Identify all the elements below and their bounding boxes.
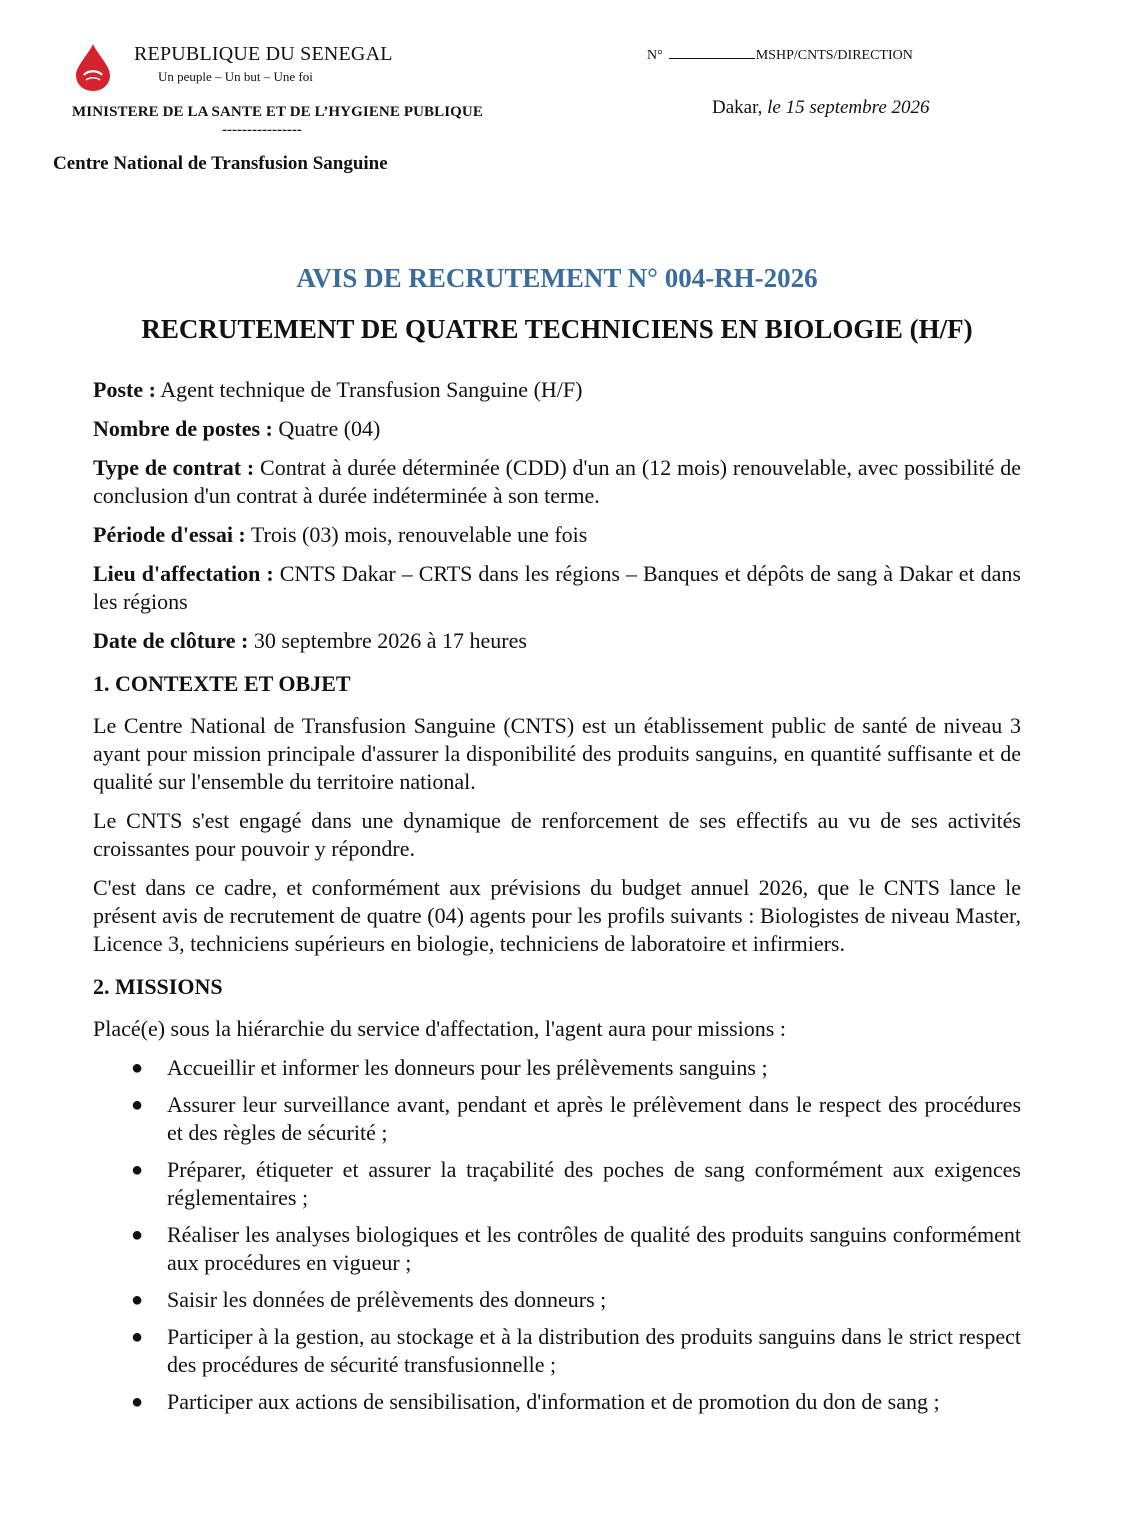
blood-drop-logo [68,42,118,92]
list-item: ● Participer à la gestion, au stockage et à la distribution des produits sanguins dans le strict respect des procédures de sécurité transfusionnelle ; [131,1324,1021,1377]
header-separator: ---------------- [222,122,302,138]
field-nombre-postes [93,415,1021,443]
paragraph: Le CNTS s'est engagé dans une dynamique de renforcement de ses effectifs au vu de ses activités croissantes pour pouvoir y répondre. [93,808,1021,861]
field-value: CNTS Dakar – CRTS dans les régions – Banques et dépôts de sang à Dakar et dans les régions [93,561,1021,614]
section-title-contexte: 1. CONTEXTE ET OBJET [93,671,351,696]
field-label: Type de contrat : [93,455,255,480]
republic-name: REPUBLIQUE DU SENEGAL [134,43,393,65]
reference-blank [669,48,755,59]
notice-title: AVIS DE RECRUTEMENT N° 004-RH-2026 [296,263,818,293]
center-name: Centre National de Transfusion Sanguine [53,153,388,174]
bullet-icon: ● [131,1289,144,1311]
date-text: le 15 septembre 2026 [767,97,930,118]
field-label: Date de clôture : [93,628,249,653]
missions-intro: Placé(e) sous la hiérarchie du service d'affectation, l'agent aura pour missions : [93,1016,786,1041]
national-motto: Un peuple – Un but – Une foi [158,69,313,84]
document-body [93,376,1021,1425]
date-city: Dakar, [712,97,763,118]
list-item: ● Réaliser les analyses biologiques et les contrôles de qualité des produits sanguins conformément aux procédures en vigueur ; [131,1222,1021,1275]
bullet-icon: ● [131,1391,144,1413]
missions-list [93,1054,1021,1416]
field-label: Poste : [93,377,156,402]
list-item: ● Préparer, étiqueter et assurer la traçabilité des poches de sang conformément aux exigences réglementaires ; [131,1157,1021,1210]
ministry-name: MINISTERE DE LA SANTE ET DE L’HYGIENE PUBLIQUE [72,104,483,120]
field-value: 30 septembre 2026 à 17 heures [253,628,527,653]
list-item: ● Saisir les données de prélèvements des donneurs ; [131,1287,607,1312]
field-label: Lieu d'affectation : [93,561,274,586]
main-title: RECRUTEMENT DE QUATRE TECHNICIENS EN BIOLOGIE (H/F) [141,314,973,344]
field-value: Trois (03) mois, renouvelable une fois [250,522,588,547]
list-item: ● Participer aux actions de sensibilisation, d'information et de promotion du don de sang ; [131,1389,940,1414]
field-value: Quatre (04) [278,416,381,441]
bullet-icon: ● [131,1326,144,1348]
field-periode-essai [93,521,1021,549]
reference-prefix: N° [647,48,663,63]
field-value: Contrat à durée déterminée (CDD) d'un an (12 mois) renouvelable, avec possibilité de conclusion d'un contrat à durée indéterminée à son terme. [93,455,1021,508]
list-item: ● Accueillir et informer les donneurs pour les prélèvements sanguins ; [131,1055,768,1080]
field-lieu-affectation [93,560,1021,616]
list-item: ● Assurer leur surveillance avant, pendant et après le prélèvement dans le respect des procédures et des règles de sécurité ; [131,1092,1021,1145]
field-type-contrat [93,454,1021,510]
reference-suffix: MSHP/CNTS/DIRECTION [755,48,913,63]
bullet-icon: ● [131,1094,144,1116]
field-value: Agent technique de Transfusion Sanguine (H/F) [160,377,583,402]
document-date [712,97,930,119]
field-date-cloture [93,627,1021,655]
field-poste [93,376,1021,404]
section-title-missions: 2. MISSIONS [93,974,223,999]
paragraph: Le Centre National de Transfusion Sanguine (CNTS) est un établissement public de santé de niveau 3 ayant pour mission principale d'assurer la disponibilité des produits sanguins, en quantité suffisante et de qualité sur l'ensemble du territoire national. [93,713,1021,794]
bullet-icon: ● [131,1057,144,1079]
field-label: Période d'essai : [93,522,246,547]
reference-number [647,48,913,64]
field-label: Nombre de postes : [93,416,273,441]
bullet-icon: ● [131,1224,144,1246]
paragraph: C'est dans ce cadre, et conformément aux prévisions du budget annuel 2026, que le CNTS lance le présent avis de recrutement de quatre (04) agents pour les profils suivants : Biologistes de niveau Master, Licence 3, techniciens supérieurs en biologie, techniciens de laboratoire et infirmiers. [93,875,1021,956]
bullet-icon: ● [131,1159,144,1181]
